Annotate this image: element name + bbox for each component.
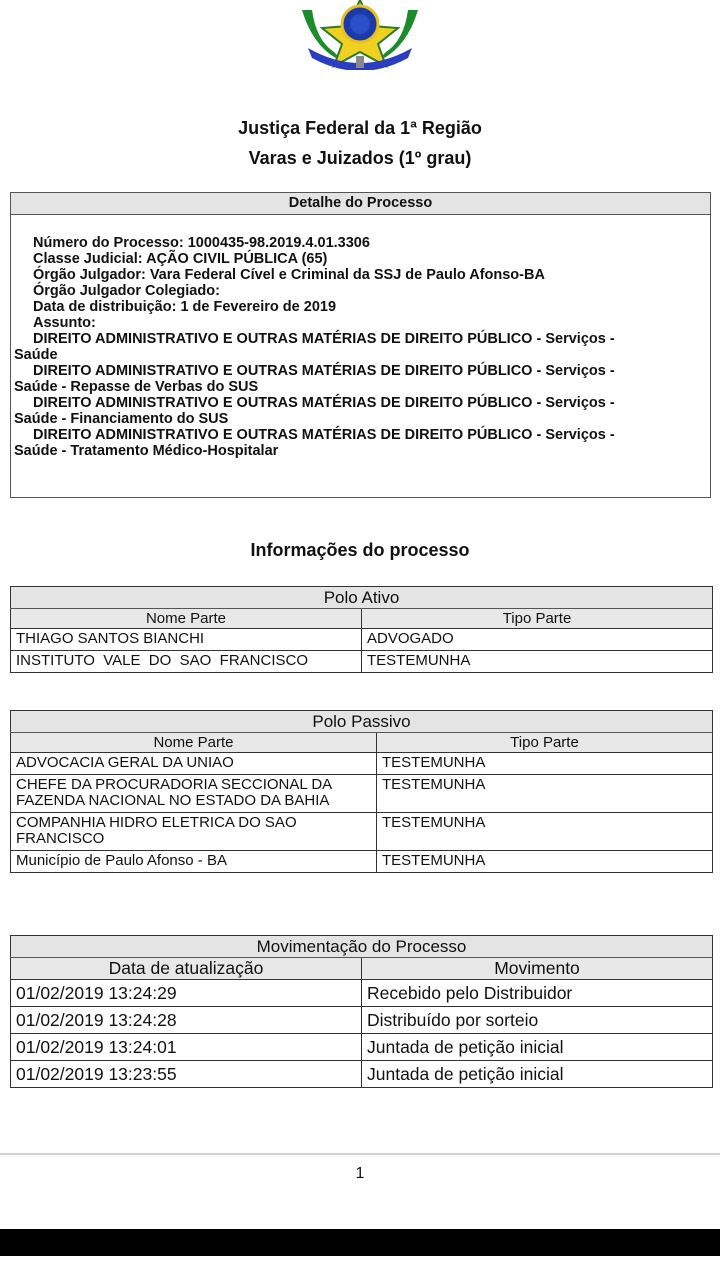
table-row [11,851,713,873]
column-header-date: Data de atualização [11,958,362,980]
page-number: 1 [355,1165,365,1182]
active-party-table [10,586,713,673]
table-row [11,1034,713,1061]
party-type: TESTEMUNHA [377,813,713,851]
party-name: THIAGO SANTOS BIANCHI [11,629,362,651]
distribution-date: Data de distribuição: 1 de Fevereiro de 2019 [33,299,337,315]
judicial-class: Classe Judicial: AÇÃO CIVIL PÚBLICA (65) [33,251,328,267]
process-detail-box [10,192,711,498]
movement-description: Distribuído por sorteio [362,1007,713,1034]
party-type: TESTEMUNHA [377,775,713,813]
movement-caption: Movimentação do Processo [11,936,713,958]
process-info-title: Informações do processo [250,540,470,560]
party-name: INSTITUTO VALE DO SAO FRANCISCO [11,651,362,673]
coat-of-arms-emblem [294,0,426,70]
column-header-name: Nome Parte [11,609,362,629]
table-row [11,651,713,673]
movement-date: 01/02/2019 13:24:01 [11,1034,362,1061]
subject-label: Assunto: [33,315,96,331]
movement-description: Juntada de petição inicial [362,1034,713,1061]
movement-date: 01/02/2019 13:24:29 [11,980,362,1007]
column-header-movement: Movimento [362,958,713,980]
table-row [11,775,713,813]
column-header-type: Tipo Parte [377,733,713,753]
process-detail-body [11,215,710,459]
court-title: Justiça Federal da 1ª Região [238,118,482,138]
table-row [11,629,713,651]
party-type: TESTEMUNHA [377,851,713,873]
subject-item: DIREITO ADMINISTRATIVO E OUTRAS MATÉRIAS DE DIREITO PÚBLICO - Serviços - Saúde - Tratamento Médico-Hospitalar [14,427,615,459]
court-subtitle: Varas e Juizados (1º grau) [248,148,472,168]
table-row [11,813,713,851]
active-party-caption: Polo Ativo [11,587,713,609]
movement-date: 01/02/2019 13:23:55 [11,1061,362,1088]
party-name: Município de Paulo Afonso - BA [11,851,377,873]
table-row [11,753,713,775]
party-type: ADVOGADO [362,629,713,651]
party-name: CHEFE DA PROCURADORIA SECCIONAL DA FAZENDA NACIONAL NO ESTADO DA BAHIA [11,775,377,813]
party-name: ADVOCACIA GERAL DA UNIAO [11,753,377,775]
bottom-bar [0,1229,720,1256]
movement-description: Recebido pelo Distribuidor [362,980,713,1007]
page-separator [0,1153,720,1155]
passive-party-table [10,710,713,873]
process-number: Número do Processo: 1000435-98.2019.4.01.3306 [33,235,370,251]
passive-party-caption: Polo Passivo [11,711,713,733]
movement-description: Juntada de petição inicial [362,1061,713,1088]
movement-date: 01/02/2019 13:24:28 [11,1007,362,1034]
party-type: TESTEMUNHA [377,753,713,775]
table-row [11,1061,713,1088]
table-row [11,1007,713,1034]
judging-body: Órgão Julgador: Vara Federal Cível e Criminal da SSJ de Paulo Afonso-BA [33,267,545,283]
judging-body-collegiate: Órgão Julgador Colegiado: [33,283,220,299]
column-header-type: Tipo Parte [362,609,713,629]
subject-item: DIREITO ADMINISTRATIVO E OUTRAS MATÉRIAS DE DIREITO PÚBLICO - Serviços - Saúde [14,331,615,363]
party-type: TESTEMUNHA [362,651,713,673]
column-header-name: Nome Parte [11,733,377,753]
party-name: COMPANHIA HIDRO ELETRICA DO SAO FRANCISCO [11,813,377,851]
process-detail-heading: Detalhe do Processo [11,193,710,215]
subject-item: DIREITO ADMINISTRATIVO E OUTRAS MATÉRIAS DE DIREITO PÚBLICO - Serviços - Saúde - Financiamento do SUS [14,395,615,427]
table-row [11,980,713,1007]
subject-item: DIREITO ADMINISTRATIVO E OUTRAS MATÉRIAS DE DIREITO PÚBLICO - Serviços - Saúde - Repasse de Verbas do SUS [14,363,615,395]
process-movement-table [10,935,713,1088]
